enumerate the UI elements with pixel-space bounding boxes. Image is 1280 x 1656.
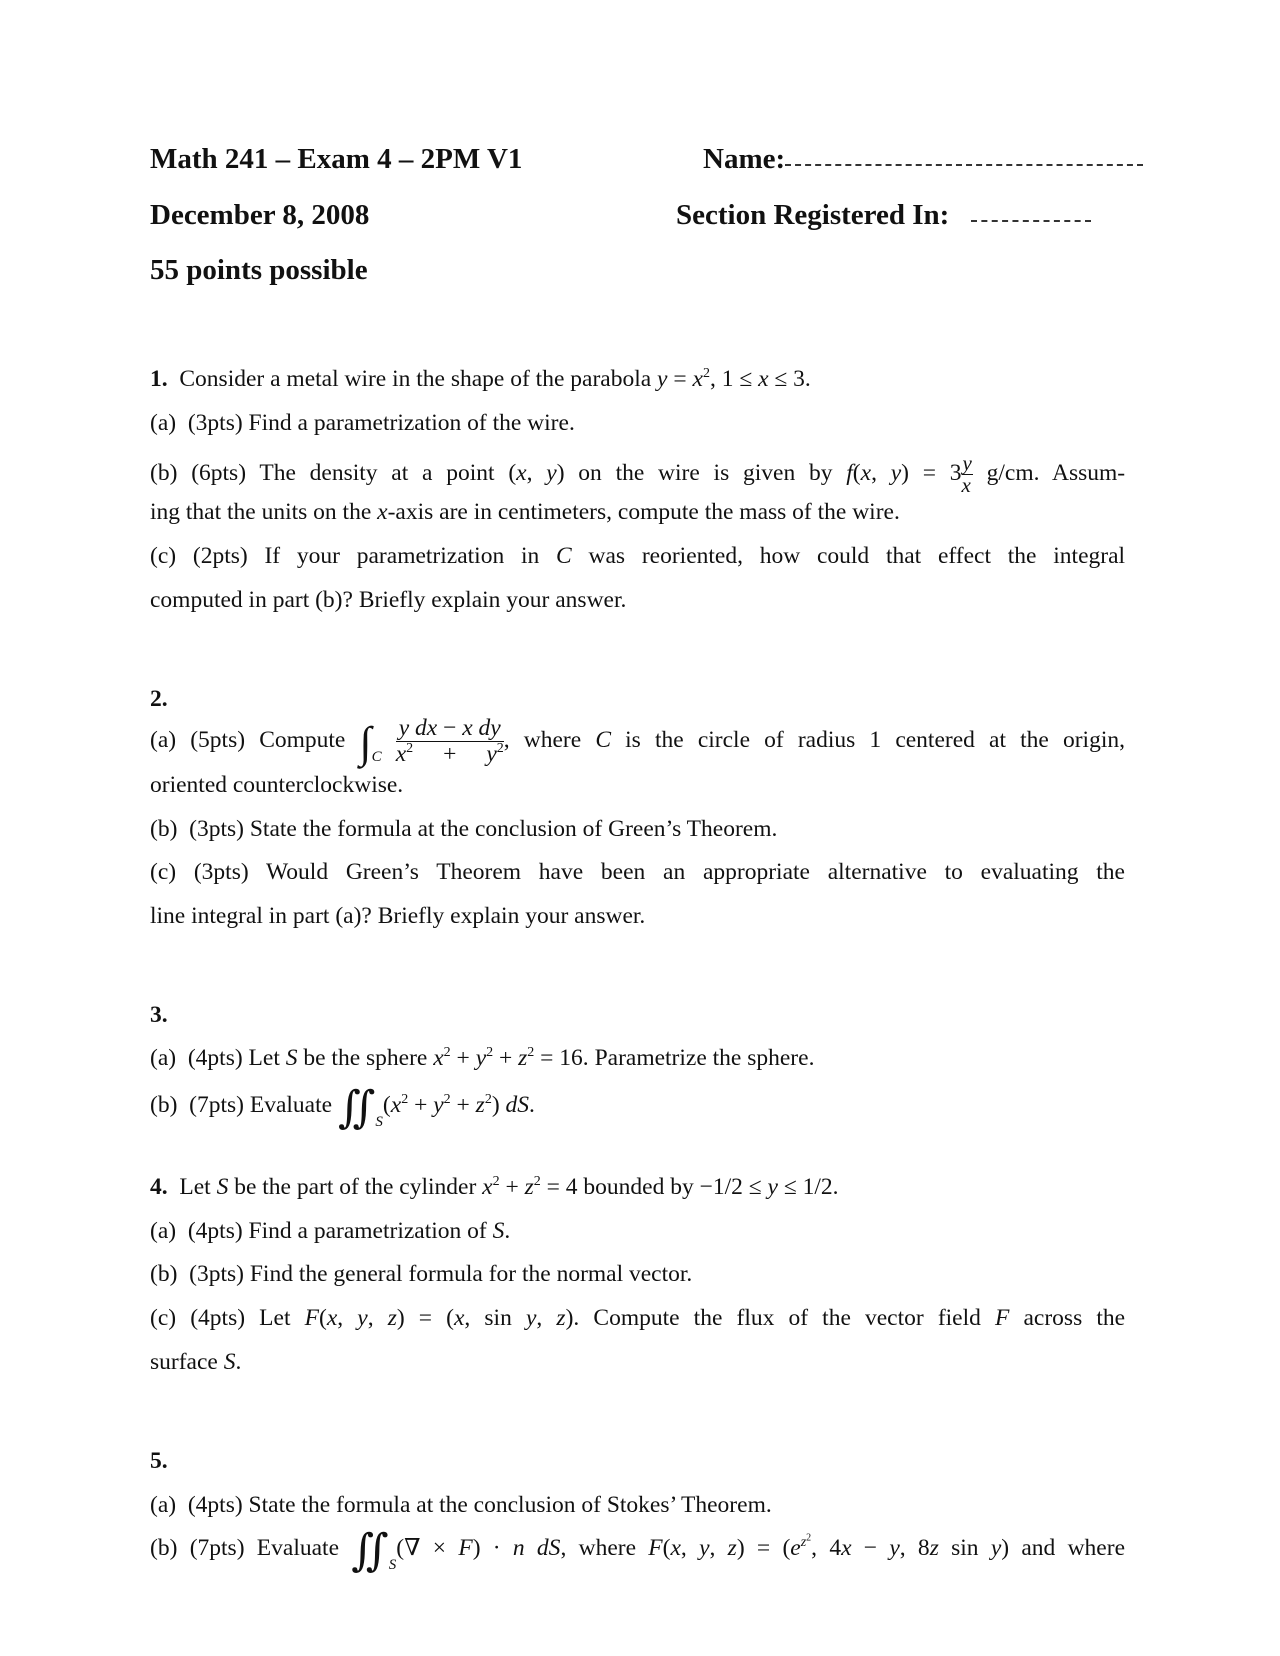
q1-stem-text: Consider a metal wire in the shape of the parabola: [179, 366, 652, 392]
q1-a-pts: (3pts): [187, 410, 243, 436]
q2-c-pts: (3pts): [193, 859, 249, 885]
q4-c-text-2: Compute the flux of the vector field: [593, 1305, 981, 1331]
q2-number: 2.: [150, 686, 168, 712]
q2-b-text: State the formula at the conclusion of Green’s Theorem.: [249, 816, 778, 842]
name-blank: [785, 164, 1143, 166]
q3-part-b: [150, 1080, 1125, 1130]
q4-a-surface-math: S.: [492, 1218, 511, 1244]
q2-a-label: (a): [150, 727, 177, 753]
q4-part-c: [150, 1303, 1125, 1335]
q4-stem-2: be the part of the cylinder: [234, 1174, 477, 1200]
q5-a-pts: (4pts): [187, 1492, 243, 1518]
q5-part-b: [150, 1523, 1125, 1573]
q1-b-text-4: -axis are in centimeters, compute the mass of the wire.: [387, 499, 900, 525]
q1-a-label: (a): [150, 410, 177, 436]
q5-b-pts: (7pts): [189, 1535, 245, 1561]
q5-number: 5.: [150, 1448, 168, 1474]
points-possible: 55 points possible: [150, 254, 368, 286]
q4-a-text: Find a parametrization of: [248, 1218, 487, 1244]
q4-c-text-3: across the: [1023, 1305, 1126, 1331]
q4-c-text-1: Let: [259, 1305, 291, 1331]
q4-b-text: Find the general formula for the normal vector.: [249, 1261, 693, 1287]
q2-part-a: [150, 712, 1125, 768]
q1-part-a: [150, 408, 1125, 438]
q4-c-field-math: F(x, y, z) = (x, sin y, z).: [304, 1305, 580, 1331]
q1-c-text-1: If your parametrization in: [264, 543, 540, 569]
q1-stem: [150, 364, 1125, 394]
q4-b-pts: (3pts): [189, 1261, 244, 1287]
q2-a-compute: Compute: [259, 727, 346, 753]
q5-a-text: State the formula at the conclusion of Stokes’ Theorem.: [248, 1492, 772, 1518]
q3-a-text-1: Let: [248, 1045, 280, 1071]
q4-c-label: (c): [150, 1305, 177, 1331]
q2-number-line: [150, 684, 1125, 714]
q4-part-b: [150, 1259, 1125, 1289]
q5-a-label: (a): [150, 1492, 177, 1518]
q4-surface-var: S: [216, 1174, 229, 1200]
q3-a-sphere-math: $x^2 + y^2 + z^2 = 16$.: [433, 1045, 589, 1071]
section-label: Section Registered In:: [676, 199, 950, 231]
q1-b-point-math: (x, y): [508, 459, 565, 486]
q1-c-text-2: was reoriented, how could that effect the integral: [588, 543, 1126, 569]
q5-number-line: [150, 1446, 1125, 1476]
q2-part-c: [150, 857, 1125, 889]
q5-b-field-math: F(x, y, $z) = (e^{z^2}$, 4x − y, 8z sin y): [648, 1532, 1010, 1561]
q1-b-text-2: on the wire is given by: [578, 459, 833, 486]
q1-b-density-math: f(x, y) = 3 $\frac{y}{x}$: [846, 451, 972, 497]
q2-b-pts: (3pts): [189, 816, 244, 842]
exam-date: December 8, 2008: [150, 199, 370, 231]
q4-stem-3: bounded by: [583, 1174, 694, 1200]
section-blank: [971, 220, 1091, 222]
q1-c-label: (c): [150, 543, 177, 569]
q1-part-b: [150, 451, 1126, 497]
q3-number: 3.: [150, 1002, 168, 1028]
q1-part-c: [150, 541, 1125, 573]
q1-a-text: Find a parametrization of the wire.: [248, 410, 575, 436]
q4-b-label: (b): [150, 1261, 178, 1287]
q4-c-text-4: surface: [150, 1349, 218, 1375]
q3-b-label: (b): [150, 1092, 178, 1118]
q2-a-integral-math: $\int_C$ $\frac{\text{y dx − x dy}}{x^2 + y^2}$ , where: [359, 715, 582, 768]
q5-b-text-2: , where: [560, 1535, 636, 1561]
q3-part-a: [150, 1043, 1125, 1073]
q2-b-label: (b): [150, 816, 178, 842]
q5-b-label: (b): [150, 1535, 178, 1561]
q4-part-a: [150, 1216, 1125, 1246]
course-title: Math 241 – Exam 4 – 2PM V1: [150, 143, 523, 175]
section-field: [676, 199, 1091, 232]
q5-b-text-1: Evaluate: [256, 1535, 340, 1561]
q4-cylinder-math: $x^2 + z^2 = 4$: [482, 1174, 578, 1200]
q3-a-pts: (4pts): [187, 1045, 243, 1071]
q2-part-a-cont: oriented counterclockwise.: [150, 772, 404, 798]
q4-stem: [150, 1172, 1125, 1202]
q3-a-surface-var: S: [285, 1045, 298, 1071]
q3-a-label: (a): [150, 1045, 177, 1071]
q1-b-axis-var: x: [377, 499, 388, 525]
q4-a-pts: (4pts): [187, 1218, 243, 1244]
q2-part-c-cont: line integral in part (a)? Briefly explain your answer.: [150, 903, 646, 929]
q1-b-text-1: The density at a point: [259, 459, 495, 486]
q1-part-c-cont: computed in part (b)? Briefly explain your answer.: [150, 587, 627, 613]
name-label: Name:: [703, 143, 786, 175]
q1-parabola-math: $y = x^2$, 1 ≤ x ≤ 3.: [657, 366, 811, 392]
q4-a-label: (a): [150, 1218, 177, 1244]
q3-b-pts: (7pts): [189, 1092, 244, 1118]
q5-b-text-3: and where: [1021, 1535, 1125, 1561]
q5-b-integral-math: $∬_S(\nabla \times F) \cdot n$ dS, where: [351, 1526, 636, 1575]
q1-b-label: (b): [150, 459, 178, 486]
q3-a-text-3: Parametrize the sphere.: [594, 1045, 815, 1071]
q4-part-c-cont: [150, 1347, 1125, 1377]
q4-bound-math: −1/2 ≤ y ≤ 1/2.: [699, 1174, 839, 1200]
q1-part-b-cont: [150, 497, 1125, 527]
q4-c-surface-math: S.: [223, 1349, 242, 1375]
q3-number-line: [150, 1000, 1125, 1030]
q2-a-text: is the circle of radius 1 centered at the origin,: [625, 727, 1125, 753]
q4-c-field-var: F: [995, 1305, 1010, 1331]
q2-c-label: (c): [150, 859, 177, 885]
q1-c-curve-var: C: [556, 543, 572, 569]
q3-b-text: Evaluate: [249, 1092, 333, 1118]
q2-a-where: , where: [503, 727, 582, 753]
q2-c-text-1: Would Green’s Theorem have been an appropriate alternative to evaluating the: [266, 859, 1125, 885]
q3-b-integral-math: $∬_S(x^2 + y^2 + z^2)$ dS.: [337, 1083, 535, 1132]
q1-number: 1.: [150, 366, 168, 392]
q2-a-pts: (5pts): [190, 727, 246, 753]
q1-b-pts: (6pts): [191, 459, 247, 486]
q2-a-curve-var: C: [595, 727, 612, 753]
q2-part-b: [150, 814, 1125, 844]
q1-c-pts: (2pts): [192, 543, 248, 569]
q3-a-text-2: be the sphere: [303, 1045, 428, 1071]
q5-part-a: [150, 1490, 1125, 1520]
q1-b-text-3: ing that the units on the: [150, 499, 372, 525]
q4-c-pts: (4pts): [190, 1305, 246, 1331]
q1-b-unit: g/cm. Assum-: [986, 459, 1126, 486]
name-field: [703, 143, 1143, 176]
q4-number: 4.: [150, 1174, 168, 1200]
q4-stem-1: Let: [179, 1174, 211, 1200]
